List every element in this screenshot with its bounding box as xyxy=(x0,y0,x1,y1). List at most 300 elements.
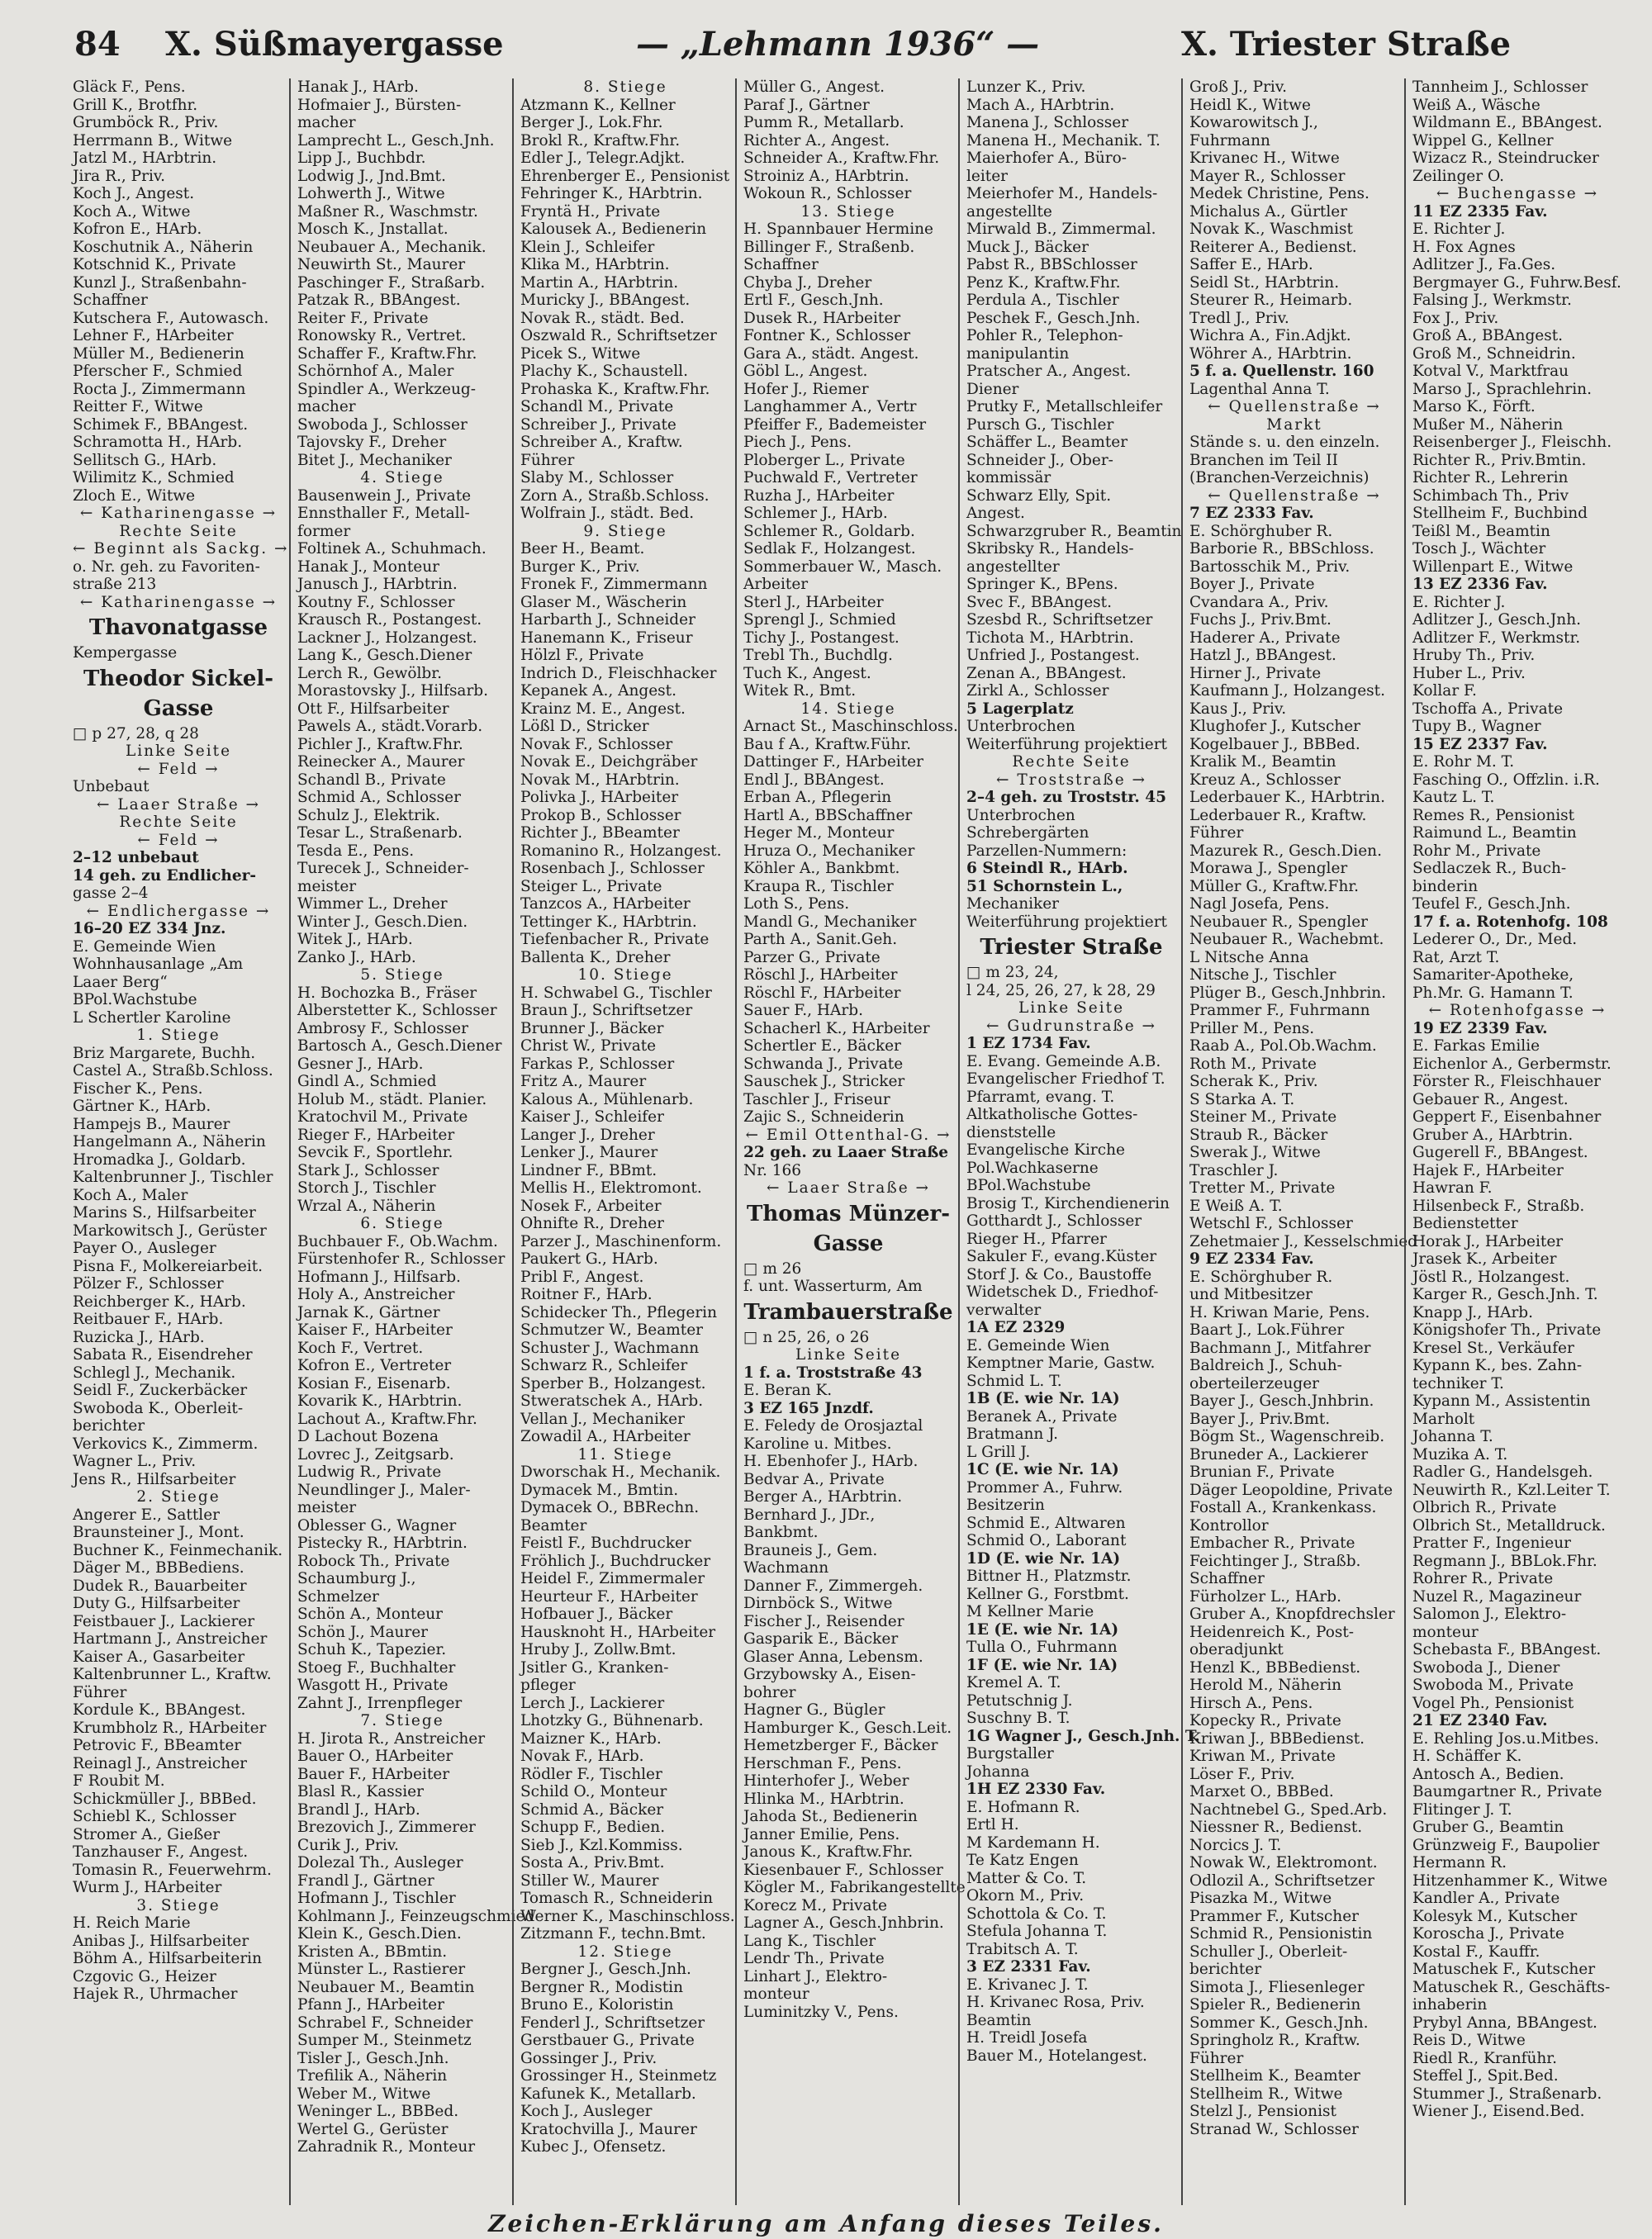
directory-entry: Schwanda J., Private xyxy=(743,1055,904,1073)
directory-entry: Stefula Johanna T. xyxy=(966,1923,1108,1940)
directory-entry: Prokop B., Schlosser xyxy=(520,806,681,824)
directory-entry: Kubec J., Ofensetz. xyxy=(520,2138,667,2156)
directory-entry: Fritz A., Maurer xyxy=(520,1073,647,1090)
directory-entry: Riedl R., Kranführ. xyxy=(1412,2049,1557,2067)
directory-entry: 1 EZ 1734 Fav. xyxy=(966,1035,1091,1052)
directory-entry: Neubauer A., Mechanik. xyxy=(297,238,487,256)
directory-entry: Zenan A., BBAngest. xyxy=(966,664,1127,682)
directory-entry: Bartosschik M., Priv. xyxy=(1189,557,1351,576)
directory-entry: Ronowsky R., Vertret. xyxy=(297,327,467,344)
directory-entry: Schiebl K., Schlosser xyxy=(73,1808,236,1825)
directory-entry: E. Beran K. xyxy=(743,1382,833,1399)
directory-entry: Tupy B., Wagner xyxy=(1412,718,1541,735)
directory-entry: Heurteur F., HArbeiter xyxy=(520,1587,698,1606)
directory-entry: Wasgott H., Private xyxy=(297,1677,449,1694)
directory-entry: Unterbrochen xyxy=(966,718,1075,735)
directory-entry: und Mitbesitzer xyxy=(1189,1286,1313,1303)
directory-entry: Erban A., Pflegerin xyxy=(743,789,892,806)
directory-entry: Janner Emilie, Pens. xyxy=(743,1825,900,1843)
directory-entry: Unterbrochen xyxy=(966,806,1075,824)
directory-entry: Koschutnik A., Näherin xyxy=(73,238,254,256)
directory-entry: Ruzha J., HArbeiter xyxy=(743,486,895,505)
directory-entry: Matter & Co. T. xyxy=(966,1869,1087,1887)
directory-entry: Tesda E., Pens. xyxy=(297,842,415,860)
directory-entry: L Grill J. xyxy=(966,1443,1031,1461)
directory-entry: Turecek J., Schneider- xyxy=(297,860,469,877)
directory-column-2 xyxy=(289,78,535,2205)
directory-entry: Pfeiffer F., Bademeister xyxy=(743,415,927,434)
directory-entry: 1H EZ 2330 Fav. xyxy=(966,1781,1106,1798)
directory-entry: 9 EZ 2334 Fav. xyxy=(1189,1250,1314,1268)
directory-entry: Blasl R., Kassier xyxy=(297,1783,424,1800)
directory-entry: Steurer R., Heimarb. xyxy=(1189,292,1353,309)
directory-entry: Korecz M., Private xyxy=(743,1896,887,1914)
directory-entry: Schlegl J., Mechanik. xyxy=(73,1364,236,1382)
directory-entry: S Starka A. T. xyxy=(1189,1090,1295,1108)
directory-entry: Teufel F., Gesch.Jnh. xyxy=(1412,895,1571,913)
directory-entry: Edler J., Telegr.Adjkt. xyxy=(520,149,686,167)
directory-entry: 13 EZ 2336 Fav. xyxy=(1412,576,1548,593)
directory-entry: Kypann K., bes. Zahn- xyxy=(1412,1357,1583,1374)
directory-entry: Nuzel R., Magazineur xyxy=(1412,1587,1582,1606)
directory-entry: E. Rehling Jos.u.Mitbes. xyxy=(1412,1729,1599,1748)
directory-entry: Gebauer R., Angest. xyxy=(1412,1090,1569,1108)
directory-entry: Sieb J., Kzl.Kommiss. xyxy=(520,1836,683,1854)
directory-entry: 1B (E. wie Nr. 1A) xyxy=(966,1390,1120,1407)
directory-entry: E. Schörghuber R. xyxy=(1189,1268,1333,1286)
directory-entry: Stummer J., Straßenarb. xyxy=(1412,2085,1602,2103)
directory-entry: Ludwig R., Private xyxy=(297,1463,442,1481)
directory-entry: Barborie R., BBSchloss. xyxy=(1189,540,1374,557)
directory-entry: verwalter xyxy=(966,1301,1042,1319)
directory-entry: Zorn A., Straßb.Schloss. xyxy=(520,486,710,505)
directory-entry: Jöstl R., Holzangest. xyxy=(1412,1268,1570,1286)
directory-entry: Atzmann K., Kellner xyxy=(520,96,676,114)
directory-entry: Meierhofer M., Handels- xyxy=(966,185,1158,202)
directory-entry: Pölzer F., Schlosser xyxy=(73,1275,224,1293)
directory-entry: Marxet O., BBBed. xyxy=(1189,1783,1334,1800)
directory-entry: Zloch E., Witwe xyxy=(73,486,196,505)
directory-entry: berichter xyxy=(1189,1961,1262,1978)
directory-entry: Pratter F., Ingenieur xyxy=(1412,1535,1572,1552)
directory-entry: monteur xyxy=(1412,1623,1479,1641)
directory-entry: Koch J., Angest. xyxy=(73,185,195,202)
directory-entry: techniker T. xyxy=(1412,1374,1504,1392)
directory-entry: Jsitler G., Kranken- xyxy=(520,1658,669,1677)
directory-entry: Seidl St., HArbtrin. xyxy=(1189,273,1340,292)
directory-entry: Penz K., Kraftw.Fhr. xyxy=(966,273,1121,292)
directory-entry: Pisna F., Molkereiarbeit. xyxy=(73,1257,263,1275)
directory-entry: Lovrec J., Zeitgsarb. xyxy=(297,1445,454,1463)
directory-entry: Norcics J. T. xyxy=(1189,1836,1282,1854)
directory-entry: F Roubit M. xyxy=(73,1772,165,1790)
directory-entry: Schwarz Elly, Spit. xyxy=(966,486,1112,505)
directory-entry: 12. Stiege xyxy=(577,1943,673,1961)
directory-entry: Grünzweig F., Baupolier xyxy=(1412,1836,1600,1854)
directory-entry: Rödler F., Tischler xyxy=(520,1765,662,1783)
directory-entry: Schaffner xyxy=(73,292,148,309)
directory-entry: Kosian F., Eisenarb. xyxy=(297,1374,451,1392)
directory-entry: Prammer F., Fuhrmann xyxy=(1189,1002,1370,1019)
directory-entry: Ruzicka J., HArb. xyxy=(73,1328,205,1346)
directory-entry: Loth S., Pens. xyxy=(743,895,850,913)
directory-entry: Laaer Berg“ xyxy=(73,973,168,991)
directory-entry: Stiller W., Maurer xyxy=(520,1871,659,1890)
directory-entry: Kratochvil M., Private xyxy=(297,1108,468,1126)
directory-entry: Kautz L. T. xyxy=(1412,789,1495,806)
directory-entry: monteur xyxy=(743,1985,809,2003)
directory-entry: Hofmaier J., Bürsten- xyxy=(297,96,462,114)
directory-entry: Hawran F. xyxy=(1412,1179,1493,1197)
directory-entry: Swerak J., Witwe xyxy=(1189,1144,1321,1161)
directory-entry: Plüger B., Gesch.Jnhbrin. xyxy=(1189,984,1387,1002)
page-header xyxy=(74,18,1635,68)
directory-entry: Swoboda J., Schlosser xyxy=(297,415,468,434)
directory-entry: Prammer F., Kutscher xyxy=(1189,1907,1359,1925)
directory-entry: Sterl J., HArbeiter xyxy=(743,593,884,611)
directory-entry: Fasching O., Offzlin. i.R. xyxy=(1412,771,1600,789)
directory-entry: Richter A., Angest. xyxy=(743,131,890,149)
directory-entry: Wildmann E., BBAngest. xyxy=(1412,114,1602,131)
directory-entry: Vellan J., Mechaniker xyxy=(520,1410,685,1428)
directory-entry: Trefilik A., Näherin xyxy=(297,2067,448,2085)
directory-entry: Hamburger K., Gesch.Leit. xyxy=(743,1719,952,1737)
directory-entry: Witek R., Bmt. xyxy=(743,682,857,700)
directory-entry: Straub R., Bäcker xyxy=(1189,1126,1328,1144)
directory-entry: Kunzl J., Straßenbahn- xyxy=(73,273,247,292)
directory-entry: Pichler J., Kraftw.Fhr. xyxy=(297,735,463,753)
directory-entry: Stroiniz A., HArbtrin. xyxy=(743,167,909,185)
directory-entry: Schimbach Th., Priv xyxy=(1412,486,1569,505)
directory-entry: Richter R., Lehrerin xyxy=(1412,469,1569,486)
directory-entry: Raimund L., Beamtin xyxy=(1412,824,1577,842)
directory-entry: Mirwald B., Zimmermal. xyxy=(966,221,1156,238)
directory-entry: 6. Stiege xyxy=(360,1215,444,1232)
directory-entry: Königshofer Th., Private xyxy=(1412,1321,1602,1339)
directory-entry: Christ W., Private xyxy=(520,1037,657,1055)
directory-entry: Dattinger F., HArbeiter xyxy=(743,753,923,771)
directory-entry: Hofmann J., Hilfsarb. xyxy=(297,1268,461,1286)
directory-entry: Pfarramt, evang. T. xyxy=(966,1088,1115,1106)
directory-entry: Triester Straße xyxy=(980,935,1163,960)
directory-entry: Hampejs B., Maurer xyxy=(73,1115,230,1133)
directory-entry: Roitner F., HArb. xyxy=(520,1286,653,1303)
directory-entry: Kempergasse xyxy=(73,644,178,662)
directory-entry: Schottola & Co. T. xyxy=(966,1905,1107,1923)
directory-entry: Grossinger H., Steinmetz xyxy=(520,2067,717,2085)
directory-entry: Hartmann J., Anstreicher xyxy=(73,1630,268,1648)
directory-entry: Wolfrain J., städt. Bed. xyxy=(520,505,695,522)
directory-entry: Slaby M., Schlosser xyxy=(520,469,674,486)
directory-entry: 19 EZ 2339 Fav. xyxy=(1412,1019,1548,1037)
directory-entry: Kremel A. T. xyxy=(966,1674,1061,1691)
directory-entry: Beamtin xyxy=(966,2011,1032,2029)
directory-entry: Huber L., Priv. xyxy=(1412,664,1526,682)
directory-entry: Gruber A., Knopfdrechsler xyxy=(1189,1606,1395,1623)
directory-entry: Hirner J., Private xyxy=(1189,664,1322,682)
directory-entry: Wachmann xyxy=(743,1559,829,1577)
directory-entry: Hromadka J., Goldarb. xyxy=(73,1150,246,1169)
directory-entry: Reiter F., Private xyxy=(297,309,429,327)
directory-entry: Krainz M. E., Angest. xyxy=(520,700,686,718)
directory-entry: Swoboda K., Oberleit- xyxy=(73,1399,244,1417)
directory-entry: Löser F., Priv. xyxy=(1189,1765,1295,1783)
directory-entry: Fischer J., Reisender xyxy=(743,1612,904,1630)
directory-entry: Schild O., Monteur xyxy=(520,1783,667,1800)
directory-entry: M Kardemann H. xyxy=(966,1833,1100,1852)
directory-entry: Führer xyxy=(1189,824,1244,842)
directory-entry: Novak F., HArb. xyxy=(520,1748,644,1765)
directory-entry: Plachy K., Schaustell. xyxy=(520,363,688,380)
directory-entry: Anibas J., Hilfsarbeiter xyxy=(73,1932,249,1950)
directory-entry: Schneider J., Ober- xyxy=(966,451,1113,469)
directory-entry: 1 f. a. Troststraße 43 xyxy=(743,1364,923,1382)
directory-entry: Linke Seite xyxy=(795,1346,902,1364)
directory-entry: Bruneder A., Lackierer xyxy=(1189,1445,1369,1463)
directory-entry: Sedlaczek R., Buch- xyxy=(1412,860,1567,877)
directory-entry: Duty G., Hilfsarbeiter xyxy=(73,1595,240,1612)
directory-entry: Fischer K., Pens. xyxy=(73,1079,203,1098)
directory-entry: Morastovsky J., Hilfsarb. xyxy=(297,682,489,700)
directory-entry: Karoline u. Mitbes. xyxy=(743,1435,892,1453)
directory-entry: E. Gemeinde Wien xyxy=(966,1336,1110,1354)
directory-entry: Witek J., HArb. xyxy=(297,931,413,948)
directory-entry: Lehner F., HArbeiter xyxy=(73,327,234,344)
directory-entry: Adlitzer F., Werkmstr. xyxy=(1412,629,1581,647)
directory-entry: Müller G., Angest. xyxy=(743,78,885,96)
directory-entry: Martin A., HArbtrin. xyxy=(520,273,679,292)
directory-entry: H. Kriwan Marie, Pens. xyxy=(1189,1303,1370,1321)
directory-entry: Gärtner K., HArb. xyxy=(73,1098,211,1115)
directory-entry: □ n 25, 26, o 26 xyxy=(743,1328,870,1346)
directory-entry: Saffer E., HArb. xyxy=(1189,256,1313,273)
directory-entry: Linke Seite xyxy=(1018,999,1125,1017)
directory-entry: Hirsch A., Pens. xyxy=(1189,1694,1313,1712)
directory-entry: Brosig T., Kirchendienerin xyxy=(966,1194,1170,1212)
directory-entry: Müller M., Bedienerin xyxy=(73,344,244,363)
directory-entry: Schickmüller J., BBBed. xyxy=(73,1790,257,1808)
directory-entry: ← Katharinengasse → xyxy=(79,593,278,611)
directory-entry: Muck J., Bäcker xyxy=(966,238,1089,256)
directory-entry: Sommerbauer W., Masch. xyxy=(743,557,942,576)
directory-entry: Mechaniker xyxy=(966,895,1060,913)
directory-entry: BPol.Wachstube xyxy=(73,991,197,1008)
directory-entry: Schuh K., Tapezier. xyxy=(297,1641,447,1658)
directory-entry: Lendr Th., Private xyxy=(743,1950,885,1967)
directory-entry: Feistl F., Buchdrucker xyxy=(520,1535,691,1552)
directory-entry: Muricky J., BBAngest. xyxy=(520,292,691,309)
directory-entry: Kresel St., Verkäufer xyxy=(1412,1339,1574,1357)
directory-entry: Hofbauer J., Bäcker xyxy=(520,1606,673,1623)
directory-entry: Steiger L., Private xyxy=(520,877,662,895)
directory-entry: H. Spannbauer Hermine xyxy=(743,221,933,238)
directory-entry: Krumbholz R., HArbeiter xyxy=(73,1719,267,1737)
directory-entry: Schupp F., Bedien. xyxy=(520,1819,666,1836)
directory-entry: Kiesenbauer F., Schlosser xyxy=(743,1861,943,1879)
directory-entry: Haderer A., Private xyxy=(1189,629,1341,647)
directory-entry: Neubauer M., Beamtin xyxy=(297,1978,475,1996)
directory-entry: ← Buchengasse → xyxy=(1436,185,1599,202)
directory-entry: Bartosch A., Gesch.Diener xyxy=(297,1037,502,1055)
directory-entry: Baart J., Lok.Führer xyxy=(1189,1321,1345,1339)
directory-entry: Wagner L., Priv. xyxy=(73,1453,197,1470)
directory-entry: Schmid R., Pensionistin xyxy=(1189,1925,1373,1943)
directory-entry: Okorn M., Priv. xyxy=(966,1887,1085,1905)
directory-entry: Kaiser F., HArbeiter xyxy=(297,1321,453,1339)
directory-entry: Klein J., Schleifer xyxy=(520,238,655,256)
directory-entry: Lamprecht L., Gesch.Jnh. xyxy=(297,131,495,149)
directory-entry: Schwarz R., Schleifer xyxy=(520,1357,688,1374)
directory-entry: Lerch R., Gewölbr. xyxy=(297,664,442,682)
directory-entry: Samariter-Apotheke, xyxy=(1412,966,1574,984)
directory-entry: Petutschnig J. xyxy=(966,1691,1073,1710)
directory-entry: E. Richter J. xyxy=(1412,221,1506,238)
directory-entry: E. Farkas Emilie xyxy=(1412,1037,1540,1055)
directory-entry: Fuchs J., Priv.Bmt. xyxy=(1189,611,1332,629)
directory-entry: Spieler R., Bedienerin xyxy=(1189,1996,1361,2014)
directory-entry: Theodor Sickel- xyxy=(83,666,274,691)
directory-entry: Braunsteiner J., Mont. xyxy=(73,1524,244,1541)
directory-entry: 3 EZ 2331 Fav. xyxy=(966,1958,1091,1976)
directory-entry: Radler G., Handelsgeh. xyxy=(1412,1463,1593,1481)
directory-entry: Gläck F., Pens. xyxy=(73,78,186,96)
directory-entry: Altkatholische Gottes- xyxy=(966,1106,1138,1123)
directory-entry: Sprengl J., Schmied xyxy=(743,611,896,629)
directory-entry: Ph.Mr. G. Hamann T. xyxy=(1412,984,1574,1002)
directory-entry: Michalus A., Gürtler xyxy=(1189,202,1348,221)
directory-entry: straße 213 xyxy=(73,576,157,593)
directory-entry: Pohler R., Telephon- xyxy=(966,327,1123,344)
directory-entry: Angest. xyxy=(966,505,1025,522)
directory-entry: Kofron E., HArb. xyxy=(73,221,202,238)
directory-entry: Richter R., Priv.Bmtin. xyxy=(1412,451,1587,469)
directory-column-6 xyxy=(1181,78,1418,2205)
directory-entry: 5 f. a. Quellenstr. 160 xyxy=(1189,363,1374,380)
directory-entry: H. Reich Marie xyxy=(73,1914,191,1932)
directory-entry: Jatzl M., HArbtrin. xyxy=(73,149,217,167)
directory-entry: Nosek F., Arbeiter xyxy=(520,1197,662,1215)
directory-entry: Jira R., Priv. xyxy=(73,167,166,185)
directory-entry: Nachtnebel G., Sped.Arb. xyxy=(1189,1800,1388,1819)
directory-entry: Tanzcos A., HArbeiter xyxy=(520,895,691,913)
directory-entry: Kordule K., BBAngest. xyxy=(73,1701,246,1719)
directory-entry: H. Schäffer K. xyxy=(1412,1748,1522,1765)
directory-entry: Mandl G., Mechaniker xyxy=(743,913,917,931)
directory-entry: Roth M., Private xyxy=(1189,1055,1317,1073)
directory-entry: Ohnifte R., Dreher xyxy=(520,1215,664,1232)
directory-entry: Heidel F., Zimmermaler xyxy=(520,1570,705,1587)
directory-entry: Flitinger J. T. xyxy=(1412,1800,1512,1819)
directory-entry: Oblesser G., Wagner xyxy=(297,1516,457,1535)
directory-entry: Holub M., städt. Planier. xyxy=(297,1090,487,1108)
directory-entry: Ertl H. xyxy=(966,1816,1019,1833)
directory-entry: Neubauer R., Spengler xyxy=(1189,913,1369,931)
directory-entry: Gerstbauer G., Private xyxy=(520,2032,695,2049)
directory-entry: Stark J., Schlosser xyxy=(297,1161,439,1179)
directory-entry: inhaberin xyxy=(1412,1996,1488,2014)
directory-entry: Fostall A., Krankenkass. xyxy=(1189,1499,1377,1516)
directory-entry: Hanak J., Monteur xyxy=(297,557,439,576)
directory-entry: macher xyxy=(297,114,356,131)
directory-entry: Berger J., Lok.Fhr. xyxy=(520,114,663,131)
directory-entry: Bögm St., Wagenschreib. xyxy=(1189,1428,1385,1445)
directory-entry: E. Schörghuber R. xyxy=(1189,522,1333,540)
directory-entry: Cvandara A., Priv. xyxy=(1189,593,1329,611)
directory-entry: Kogelbauer J., BBBed. xyxy=(1189,735,1360,753)
directory-entry: 5. Stiege xyxy=(360,966,444,984)
directory-entry: Beranek A., Private xyxy=(966,1407,1118,1425)
directory-entry: Neuwirth R., Kzl.Leiter T. xyxy=(1412,1481,1611,1499)
directory-entry: ← Feld → xyxy=(137,831,220,849)
directory-entry: Kaiser J., Schleifer xyxy=(520,1108,664,1126)
directory-entry: Däger Leopoldine, Private xyxy=(1189,1481,1393,1499)
directory-column-3 xyxy=(512,78,735,2205)
directory-entry: Trambauerstraße xyxy=(743,1299,953,1325)
directory-entry: BPol.Wachstube xyxy=(966,1177,1091,1194)
directory-entry: Schaffner xyxy=(743,256,819,273)
directory-entry: Hruza O., Mechaniker xyxy=(743,842,915,860)
directory-entry: ← Feld → xyxy=(137,760,220,778)
directory-columns xyxy=(66,78,1635,2205)
directory-entry: Schneider A., Kraftw.Fhr. xyxy=(743,149,940,167)
directory-entry: ← Emil Ottenthal-G. → xyxy=(745,1126,952,1144)
directory-entry: Kaus J., Priv. xyxy=(1189,700,1287,718)
directory-entry: Bayer J., Priv.Bmt. xyxy=(1189,1410,1331,1428)
directory-entry: Führer xyxy=(520,451,575,469)
directory-entry: Regmann J., BBLok.Fhr. xyxy=(1412,1552,1597,1570)
directory-entry: 22 geh. zu Laaer Straße xyxy=(743,1144,949,1161)
directory-entry: Klein K., Gesch.Dien. xyxy=(297,1925,462,1943)
directory-entry: Gossinger J., Priv. xyxy=(520,2049,657,2067)
directory-entry: Schuster J., Wachmann xyxy=(520,1339,700,1357)
directory-entry: 11. Stiege xyxy=(577,1445,673,1463)
directory-entry: Suschny B. T. xyxy=(966,1710,1070,1727)
directory-entry: Hajek R., Uhrmacher xyxy=(73,1985,238,2003)
directory-entry: Schreiber J., Private xyxy=(520,415,676,434)
directory-entry: Klika M., HArbtrin. xyxy=(520,256,670,273)
directory-entry: Wichra A., Fin.Adjkt. xyxy=(1189,327,1351,344)
directory-entry: Tanzhauser F., Angest. xyxy=(73,1843,249,1861)
directory-entry: Mosch K., Jnstallat. xyxy=(297,221,449,238)
directory-entry: Paschinger F., Straßarb. xyxy=(297,273,486,292)
directory-entry: H. Jirota R., Anstreicher xyxy=(297,1729,486,1748)
directory-entry: Janous K., Kraftw.Fhr. xyxy=(743,1843,914,1861)
directory-entry: Evangelischer Friedhof T. xyxy=(966,1070,1165,1088)
directory-entry: Gruber A., HArbtrin. xyxy=(1412,1126,1574,1144)
directory-entry: Tomasch R., Schneiderin xyxy=(520,1890,714,1907)
directory-entry: Prohaska K., Kraftw.Fhr. xyxy=(520,380,710,398)
directory-entry: Beer H., Beamt. xyxy=(520,540,645,557)
directory-entry: Jens R., Hilfsarbeiter xyxy=(73,1470,236,1488)
directory-entry: 1F (E. wie Nr. 1A) xyxy=(966,1656,1118,1674)
directory-entry: Hemetzberger F., Bäcker xyxy=(743,1737,938,1754)
directory-entry: Hofmann J., Tischler xyxy=(297,1890,456,1907)
directory-entry: Schacherl K., HArbeiter xyxy=(743,1019,930,1037)
directory-entry: Buchbauer F., Ob.Wachm. xyxy=(297,1232,498,1250)
directory-entry: Rohr M., Private xyxy=(1412,842,1541,860)
directory-entry: □ m 23, 24, xyxy=(966,964,1059,981)
directory-entry: Schön J., Maurer xyxy=(297,1623,429,1641)
directory-entry: Prybyl Anna, BBAngest. xyxy=(1412,2014,1597,2032)
directory-entry: Pistecky R., HArbtrin. xyxy=(297,1535,468,1552)
directory-entry: M Kellner Marie xyxy=(966,1603,1094,1620)
directory-entry: Böhm A., Hilfsarbeiterin xyxy=(73,1950,263,1967)
directory-entry: Rechte Seite xyxy=(1012,753,1131,771)
directory-entry: Lunzer K., Priv. xyxy=(966,78,1086,96)
directory-entry: Gara A., städt. Angest. xyxy=(743,344,919,363)
directory-entry: gasse 2–4 xyxy=(73,885,149,902)
directory-entry: bohrer xyxy=(743,1683,796,1701)
